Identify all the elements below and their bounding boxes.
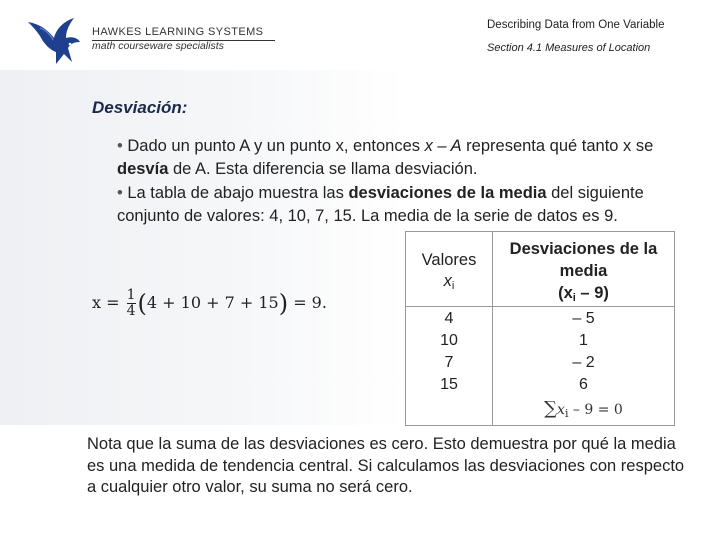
- conclusion-note: Nota que la suma de las desviaciones es cero. Esto demuestra por qué la media es una medida de tendencia central. Si calculamos las desviaciones con respecto a cualquier otro valor, su suma no será cero.: [87, 435, 685, 496]
- bullet: •: [117, 184, 123, 202]
- fraction: $\frac{1}{4}$: [126, 287, 136, 319]
- table-cell: 1: [579, 332, 588, 349]
- paragraph-deviation-definition: • Dado un punto A y un punto x, entonces x – A representa qué tanto x se desvía de A. Esta diferencia se llama desviación.: [117, 137, 654, 178]
- values-column: [406, 308, 492, 396]
- content-background: [0, 70, 405, 425]
- table-cell: 10: [440, 332, 458, 349]
- header-deviations: Desviaciones de la media $(x_i - 9)$: [509, 240, 658, 304]
- table-cell: 7: [444, 354, 454, 371]
- table-cell: 15: [440, 376, 458, 393]
- brand-tagline: math courseware specialists: [92, 40, 224, 52]
- header-values: Valores $x_i$: [421, 251, 477, 292]
- table-cell: – 2: [572, 354, 595, 371]
- paragraph-table-intro: • La tabla de abajo muestra las desviaciones de la media del siguiente conjunto de valores: 4, 10, 7, 15. La media de la serie de datos es 9.: [117, 184, 644, 225]
- brand-name: HAWKES LEARNING SYSTEMS: [92, 26, 264, 38]
- hawk-logo-icon: [26, 14, 82, 66]
- deviations-column: [493, 308, 674, 396]
- mean-formula: x = $\frac{1}{4}$ (4 + 10 + 7 + 15) = 9.: [92, 287, 327, 319]
- deviations-table: [405, 231, 675, 426]
- section-title: Section 4.1 Measures of Location: [487, 42, 651, 54]
- table-cell: 6: [579, 376, 588, 393]
- table-cell: 4: [444, 310, 454, 327]
- chapter-title: Describing Data from One Variable: [487, 19, 665, 31]
- sum-of-deviations: $\sum x_i - 9 = 0$: [544, 398, 623, 420]
- bullet: •: [117, 137, 123, 155]
- topic-heading: Desviación:: [92, 98, 188, 117]
- table-cell: – 5: [572, 310, 595, 327]
